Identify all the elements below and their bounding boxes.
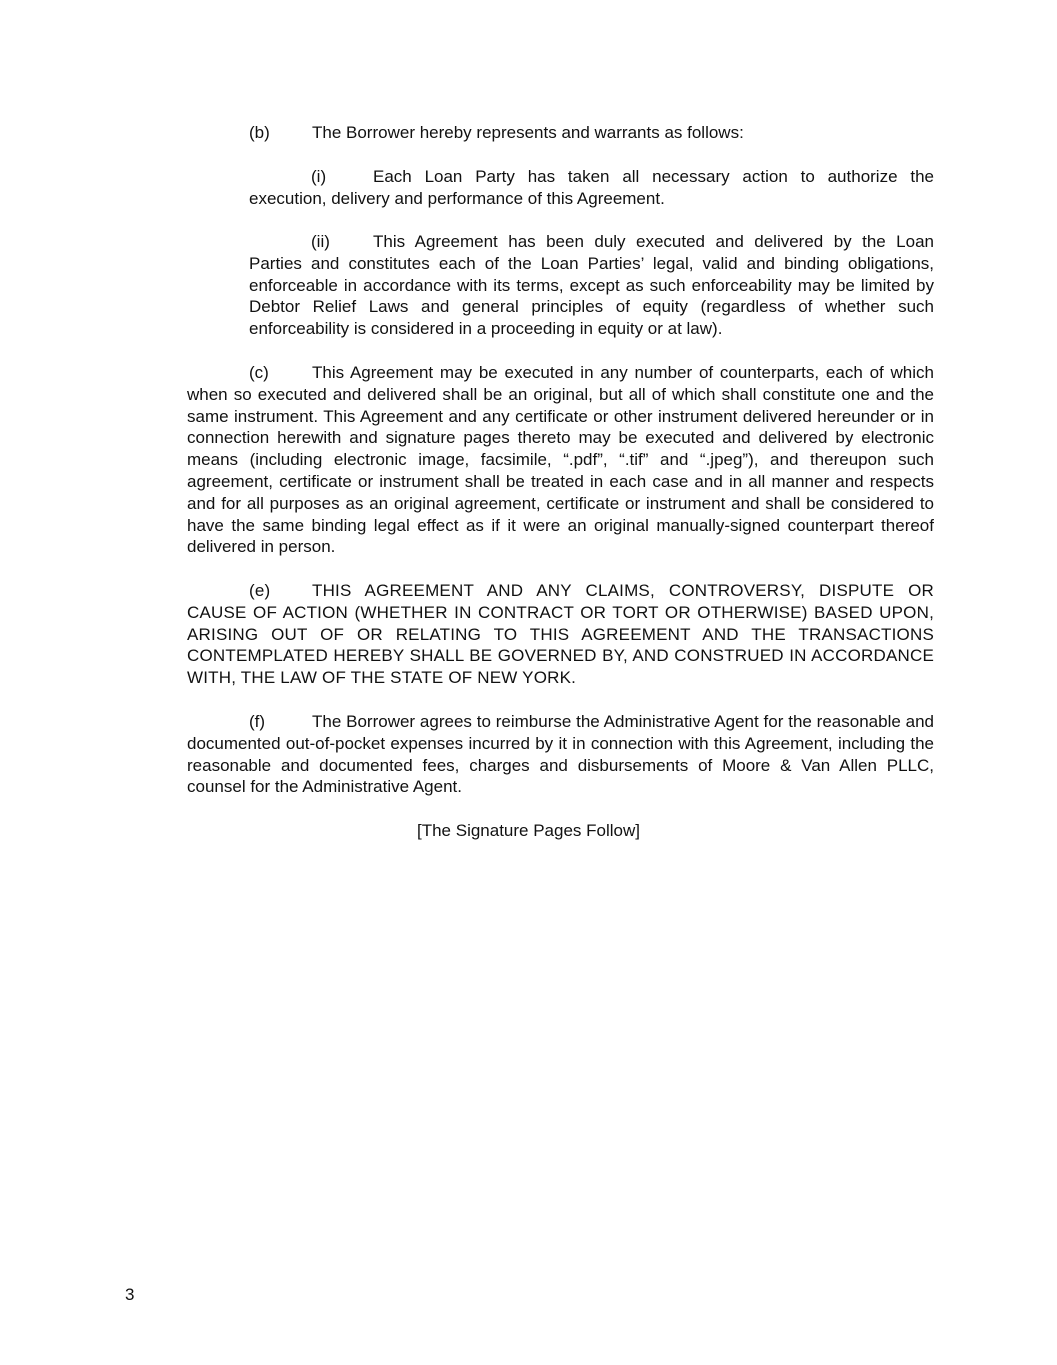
- signature-pages-note: [The Signature Pages Follow]: [416, 821, 640, 840]
- section-f-marker: (f): [249, 712, 266, 731]
- section-b-item-i-text: Each Loan Party has taken all necessary action to authorize the execution, delivery and performance of this Agreement.: [249, 167, 934, 208]
- section-b-item-ii: [249, 231, 934, 340]
- section-e-text: THIS AGREEMENT AND ANY CLAIMS, CONTROVERSY, DISPUTE OR CAUSE OF ACTION (WHETHER IN CONTRACT OR TORT OR OTHERWISE) BASED UPON, ARISING OUT OF OR RELATING TO THIS AGREEMENT AND THE TRANSACTIONS CONTEMPLATED HEREBY SHALL BE GOVERNED BY, AND CONSTRUED IN ACCORDANCE WITH, THE LAW OF THE STATE OF NEW YORK.: [187, 581, 934, 688]
- section-f-text: The Borrower agrees to reimburse the Administrative Agent for the reasonable and documented out-of-pocket expenses incurred by it in connection with this Agreement, including the reasonable and documented fees, charges and disbursements of Moore & Van Allen PLLC, counsel for the Administrative Agent.: [187, 712, 934, 797]
- section-f: [187, 711, 934, 798]
- section-b-item-i-marker: (i): [311, 167, 327, 186]
- section-b-item-ii-marker: (ii): [311, 232, 330, 251]
- section-e: [187, 580, 934, 689]
- section-b-marker: (b): [249, 123, 270, 142]
- section-c-marker: (c): [249, 363, 269, 382]
- section-b-item-ii-text: This Agreement has been duly executed and delivered by the Loan Parties and constitutes each of the Loan Parties’ legal, valid and binding obligations, enforceable in accordance with its terms, except as such enforceability may be limited by Debtor Relief Laws and general principles of equity (regardless of whether such enforceability is considered in a proceeding in equity or at law).: [249, 232, 934, 339]
- section-e-marker: (e): [249, 581, 271, 600]
- page-number: 3: [125, 1285, 135, 1304]
- section-b-text: The Borrower hereby represents and warrants as follows:: [312, 123, 744, 142]
- section-c-text: This Agreement may be executed in any number of counterparts, each of which when so executed and delivered shall be an original, but all of which shall constitute one and the same instrument. This Agreement and any certificate or other instrument delivered hereunder or in connection herewith and signature pages thereto may be executed and delivered by electronic means (including electronic image, facsimile, “.pdf”, “.tif” and “.jpeg”), and thereupon such agreement, certificate or instrument shall be treated in each case and in all manner and respects and for all purposes as an original agreement, certificate or instrument and shall be considered to have the same binding legal effect as if it were an original manually-signed counterpart thereof delivered in person.: [187, 363, 934, 557]
- section-b-item-i: [249, 166, 934, 210]
- section-b-heading: [249, 122, 744, 144]
- section-c: [187, 362, 934, 558]
